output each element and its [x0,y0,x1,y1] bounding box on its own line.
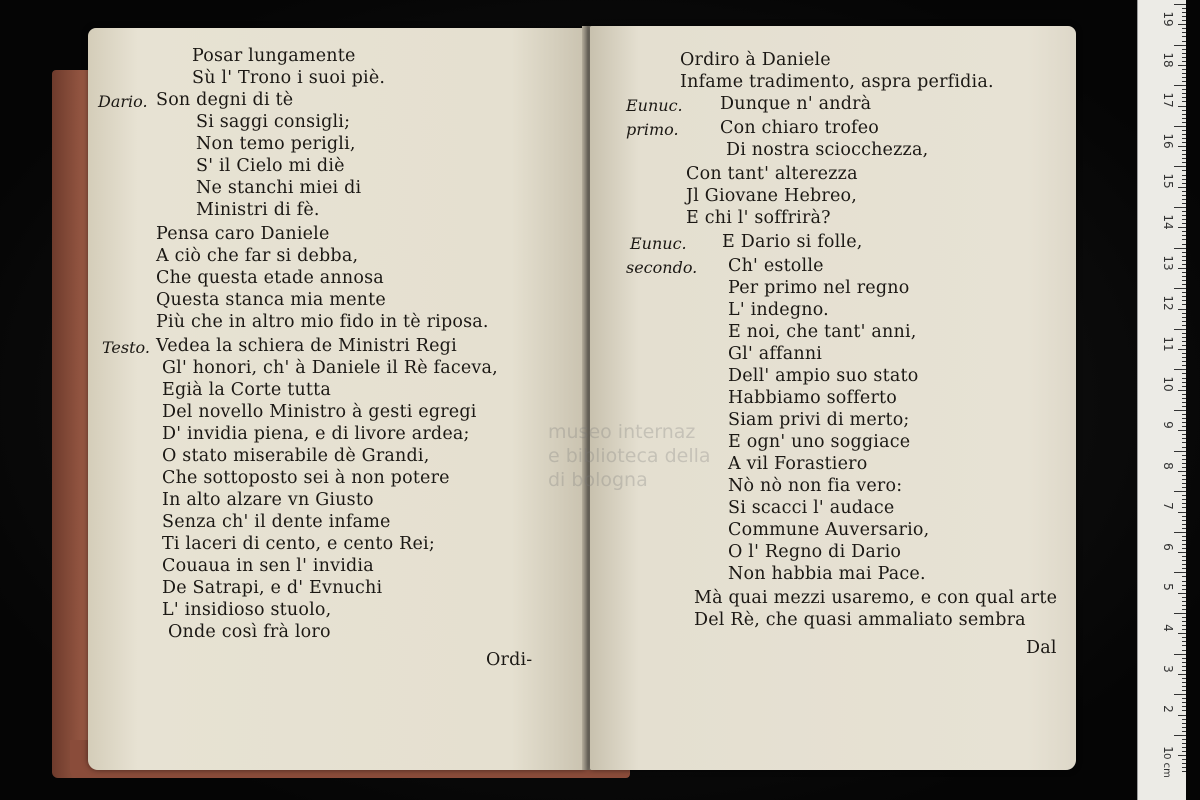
ruler-tick [1182,747,1186,748]
ruler-tick [1182,759,1186,760]
ruler-tick [1182,20,1186,21]
ruler-tick [1182,743,1186,744]
speaker-label: primo. [626,120,679,139]
ruler-tick [1182,69,1186,70]
ruler-tick [1182,304,1186,305]
ruler-tick [1178,633,1186,634]
ruler-tick [1182,585,1186,586]
ruler-tick [1182,528,1186,529]
text-line: E Dario si folle, [722,232,863,252]
ruler-tick [1182,284,1186,285]
ruler-tick [1182,641,1186,642]
ruler-tick [1182,731,1186,732]
ruler-tick [1182,386,1186,387]
ruler-tick [1182,560,1186,561]
ruler-tick [1182,487,1186,488]
ruler-tick [1182,601,1186,602]
ruler-tick [1178,65,1186,66]
text-line: Dell' ampio suo stato [728,366,919,386]
text-line: E noi, che tant' anni, [728,322,917,342]
ruler-tick [1182,524,1186,525]
ruler-tick [1178,471,1186,472]
ruler-tick [1174,329,1186,330]
ruler-tick [1182,548,1186,549]
ruler-number: 11 [1161,336,1175,352]
ruler-tick [1182,73,1186,74]
ruler-tick [1182,170,1186,171]
text-line: Pensa caro Daniele [156,224,330,244]
ruler-tick [1182,434,1186,435]
ruler-number: 19 [1161,11,1175,27]
ruler-tick [1178,146,1186,147]
ruler-tick [1182,325,1186,326]
ruler-tick [1182,483,1186,484]
ruler-tick [1182,763,1186,764]
ruler-tick [1182,357,1186,358]
ruler-tick [1182,122,1186,123]
ruler-tick [1182,36,1186,37]
ruler-tick [1174,45,1186,46]
ruler-tick [1174,126,1186,127]
ruler-tick [1182,89,1186,90]
ruler-tick [1182,568,1186,569]
ruler-tick [1178,552,1186,553]
text-line: Nò nò non fia vero: [728,476,903,496]
ruler-tick [1182,150,1186,151]
ruler-tick [1182,114,1186,115]
ruler-tick [1182,609,1186,610]
text-line: Ministri di fè. [196,200,320,220]
ruler-tick [1182,442,1186,443]
text-line: Son degni di tè [156,90,294,110]
ruler-tick [1182,49,1186,50]
ruler-tick [1182,252,1186,253]
ruler-tick [1174,248,1186,249]
ruler-tick [1182,118,1186,119]
ruler-tick [1182,313,1186,314]
ruler-tick [1182,690,1186,691]
text-line: Più che in altro mio fido in tè riposa. [156,312,489,332]
ruler-number: 17 [1161,92,1175,108]
ruler-tick [1182,28,1186,29]
ruler-tick [1178,187,1186,188]
ruler-tick [1182,771,1186,772]
ruler-tick [1182,264,1186,265]
ruler-tick [1182,333,1186,334]
text-line: Posar lungamente [192,46,356,66]
ruler-tick [1182,698,1186,699]
ruler-tick [1182,16,1186,17]
ruler-tick [1182,256,1186,257]
text-line: Ordiro à Daniele [680,50,831,70]
text-line: L' indegno. [728,300,829,320]
ruler-tick [1174,410,1186,411]
ruler-tick [1182,211,1186,212]
ruler-tick [1174,369,1186,370]
text-line: Jl Giovane Hebreo, [686,186,858,206]
ruler-number: 12 [1161,295,1175,311]
catchword: Ordi- [486,650,533,670]
text-line: Dunque n' andrà [720,94,872,114]
ruler-tick [1182,239,1186,240]
text-line: Si scacci l' audace [728,498,895,518]
ruler-tick [1182,589,1186,590]
ruler-tick [1182,710,1186,711]
ruler-tick [1182,463,1186,464]
ruler-tick [1182,101,1186,102]
text-line: Che questa etade annosa [156,268,384,288]
text-line: Del Rè, che quasi ammaliato sembra [694,610,1026,630]
ruler-tick [1182,223,1186,224]
ruler-tick [1178,512,1186,513]
ruler-tick [1182,682,1186,683]
text-line: E chi l' soffrirà? [686,208,831,228]
ruler-tick [1182,394,1186,395]
ruler-tick [1182,199,1186,200]
ruler-tick [1182,361,1186,362]
ruler-tick [1182,666,1186,667]
ruler-number: 14 [1161,214,1175,230]
ruler-tick [1182,556,1186,557]
ruler-tick [1182,658,1186,659]
ruler-tick [1182,272,1186,273]
ruler-tick [1182,414,1186,415]
ruler-tick [1182,495,1186,496]
ruler-tick [1178,593,1186,594]
ruler-tick [1182,536,1186,537]
text-line: Couaua in sen l' invidia [162,556,374,576]
ruler-tick [1182,503,1186,504]
text-line: Del novello Ministro à gesti egregi [162,402,477,422]
ruler-tick [1182,77,1186,78]
ruler-tick [1182,398,1186,399]
ruler-tick [1182,138,1186,139]
ruler-number: 4 [1161,624,1175,632]
ruler-number: 2 [1161,705,1175,713]
ruler-tick [1174,735,1186,736]
ruler-tick [1182,203,1186,204]
ruler-tick [1182,97,1186,98]
ruler-unit: 0 cm [1160,753,1172,778]
text-line: Sù l' Trono i suoi piè. [192,68,386,88]
ruler-tick [1182,581,1186,582]
watermark-line: di bologna [548,469,648,491]
text-line: Onde così frà loro [168,622,331,642]
ruler-tick [1182,637,1186,638]
ruler-tick [1182,597,1186,598]
ruler-tick [1182,231,1186,232]
ruler-tick [1182,382,1186,383]
ruler-tick [1174,288,1186,289]
ruler-tick [1178,390,1186,391]
ruler-tick [1182,93,1186,94]
speaker-label: Eunuc. [630,234,687,253]
ruler-number: 8 [1161,461,1175,470]
text-line: O l' Regno di Dario [728,542,902,562]
ruler-tick [1174,4,1186,5]
ruler-tick [1182,41,1186,42]
ruler-tick [1182,345,1186,346]
ruler-number: 6 [1161,542,1175,551]
text-line: O stato miserabile dè Grandi, [162,446,430,466]
text-line: Egià la Corte tutta [162,380,332,400]
ruler-tick [1174,572,1186,573]
left-page [88,28,586,770]
right-page [590,26,1076,770]
text-line: Si saggi consigli; [196,112,351,132]
ruler-tick [1182,260,1186,261]
ruler-tick [1182,235,1186,236]
ruler-tick [1182,276,1186,277]
ruler-number: 10 [1161,376,1175,393]
catchword: Dal [1026,638,1057,658]
ruler-tick [1182,219,1186,220]
text-line: De Satrapi, e d' Evnuchi [162,578,383,598]
ruler-tick [1178,674,1186,675]
ruler-tick [1182,81,1186,82]
ruler-tick [1182,321,1186,322]
speaker-label: Testo. [102,338,150,357]
ruler-tick [1178,24,1186,25]
speaker-label: Eunuc. [626,96,683,115]
ruler-tick [1182,402,1186,403]
ruler-tick [1182,300,1186,301]
ruler-tick [1182,507,1186,508]
text-line: Commune Auversario, [728,520,930,540]
measurement-ruler [1137,0,1186,800]
ruler-tick [1182,195,1186,196]
ruler-tick [1182,723,1186,724]
text-line: Habbiamo sofferto [728,388,897,408]
text-line: Non temo perigli, [196,134,356,154]
ruler-number: 13 [1161,254,1175,271]
ruler-tick [1182,544,1186,545]
ruler-tick [1182,353,1186,354]
watermark-line: museo internaz [548,421,696,443]
text-line: A vil Forastiero [728,454,868,474]
ruler-tick [1182,244,1186,245]
ruler-tick [1182,499,1186,500]
text-line: Infame tradimento, aspra perfidia. [680,72,994,92]
ruler-tick [1182,365,1186,366]
text-line: Ne stanchi miei di [196,178,362,198]
text-line: Gl' affanni [728,344,823,364]
ruler-tick [1182,629,1186,630]
text-line: Per primo nel regno [728,278,910,298]
ruler-tick [1178,106,1186,107]
ruler-tick [1182,621,1186,622]
ruler-number: 9 [1161,421,1175,429]
ruler-number: 15 [1161,173,1175,190]
text-line: L' insidioso stuolo, [162,600,332,620]
ruler-tick [1182,130,1186,131]
ruler-tick [1174,694,1186,695]
ruler-tick [1178,430,1186,431]
ruler-number: 5 [1161,583,1175,592]
ruler-tick [1182,317,1186,318]
ruler-tick [1182,183,1186,184]
ruler-tick [1174,207,1186,208]
ruler-tick [1182,479,1186,480]
text-line: D' invidia piena, e di livore ardea; [162,424,470,444]
ruler-tick [1182,341,1186,342]
ruler-tick [1182,455,1186,456]
ruler-tick [1182,110,1186,111]
ruler-tick [1174,85,1186,86]
ruler-tick [1182,650,1186,651]
ruler-tick [1182,373,1186,374]
ruler-tick [1178,755,1186,756]
ruler-tick [1182,706,1186,707]
watermark-line: e biblioteca della [548,445,711,467]
ruler-tick [1182,617,1186,618]
ruler-tick [1182,645,1186,646]
ruler-number: 16 [1161,133,1175,149]
ruler-tick [1182,447,1186,448]
ruler-tick [1178,715,1186,716]
speaker-label: secondo. [626,258,698,277]
ruler-tick [1182,154,1186,155]
ruler-tick [1182,516,1186,517]
ruler-tick [1182,406,1186,407]
ruler-tick [1174,654,1186,655]
ruler-tick [1178,309,1186,310]
text-line: Ti laceri di cento, e cento Rei; [162,534,435,554]
ruler-number: 1 [1161,745,1175,754]
speaker-label: Dario. [98,92,148,111]
ruler-tick [1182,422,1186,423]
ruler-tick [1182,686,1186,687]
ruler-tick [1174,166,1186,167]
ruler-tick [1178,268,1186,269]
ruler-tick [1182,53,1186,54]
ruler-tick [1182,576,1186,577]
ruler-number: 3 [1161,664,1175,673]
ruler-tick [1182,378,1186,379]
ruler-tick [1182,296,1186,297]
ruler-tick [1182,540,1186,541]
ruler-tick [1182,625,1186,626]
watermark [548,420,711,492]
ruler-tick [1182,162,1186,163]
ruler-number: 7 [1161,502,1175,510]
ruler-tick [1182,438,1186,439]
ruler-tick [1182,678,1186,679]
text-line: Ch' estolle [728,256,824,276]
ruler-tick [1182,179,1186,180]
ruler-tick [1182,32,1186,33]
ruler-tick [1174,491,1186,492]
text-line: Che sottoposto sei à non potere [162,468,450,488]
ruler-tick [1182,662,1186,663]
text-line: A ciò che far si debba, [156,246,359,266]
text-line: Senza ch' il dente infame [162,512,391,532]
text-line: Non habbia mai Pace. [728,564,926,584]
ruler-tick [1182,727,1186,728]
text-line: S' il Cielo mi diè [196,156,345,176]
ruler-tick [1182,426,1186,427]
ruler-tick [1182,215,1186,216]
ruler-number: 18 [1161,51,1175,68]
ruler-tick [1182,191,1186,192]
ruler-tick [1182,751,1186,752]
ruler-tick [1182,337,1186,338]
ruler-tick [1182,605,1186,606]
ruler-tick [1174,532,1186,533]
text-line: Vedea la schiera de Ministri Regi [156,336,457,356]
ruler-tick [1182,175,1186,176]
text-line: Con tant' alterezza [686,164,858,184]
ruler-tick [1182,292,1186,293]
ruler-tick [1182,670,1186,671]
ruler-tick [1182,12,1186,13]
ruler-tick [1182,158,1186,159]
ruler-tick [1178,349,1186,350]
ruler-tick [1182,702,1186,703]
ruler-tick [1182,719,1186,720]
ruler-tick [1182,467,1186,468]
text-line: Siam privi di merto; [728,410,910,430]
ruler-tick [1182,520,1186,521]
text-line: Gl' honori, ch' à Daniele il Rè faceva, [162,358,498,378]
ruler-tick [1174,451,1186,452]
ruler-tick [1182,564,1186,565]
ruler-tick [1182,8,1186,9]
text-line: In alto alzare vn Giusto [162,490,374,510]
ruler-tick [1182,134,1186,135]
text-line: Mà quai mezzi usaremo, e con qual arte [694,588,1058,608]
ruler-tick [1182,767,1186,768]
ruler-tick [1182,459,1186,460]
ruler-tick [1182,280,1186,281]
text-line: Questa stanca mia mente [156,290,386,310]
ruler-tick [1182,418,1186,419]
text-line: Con chiaro trofeo [720,118,880,138]
ruler-tick [1178,227,1186,228]
text-line: Di nostra sciocchezza, [726,140,929,160]
ruler-tick [1182,739,1186,740]
text-line: E ogn' uno soggiace [728,432,911,452]
ruler-tick [1182,57,1186,58]
ruler-tick [1182,142,1186,143]
ruler-tick [1182,475,1186,476]
ruler-tick [1174,613,1186,614]
ruler-tick [1182,61,1186,62]
